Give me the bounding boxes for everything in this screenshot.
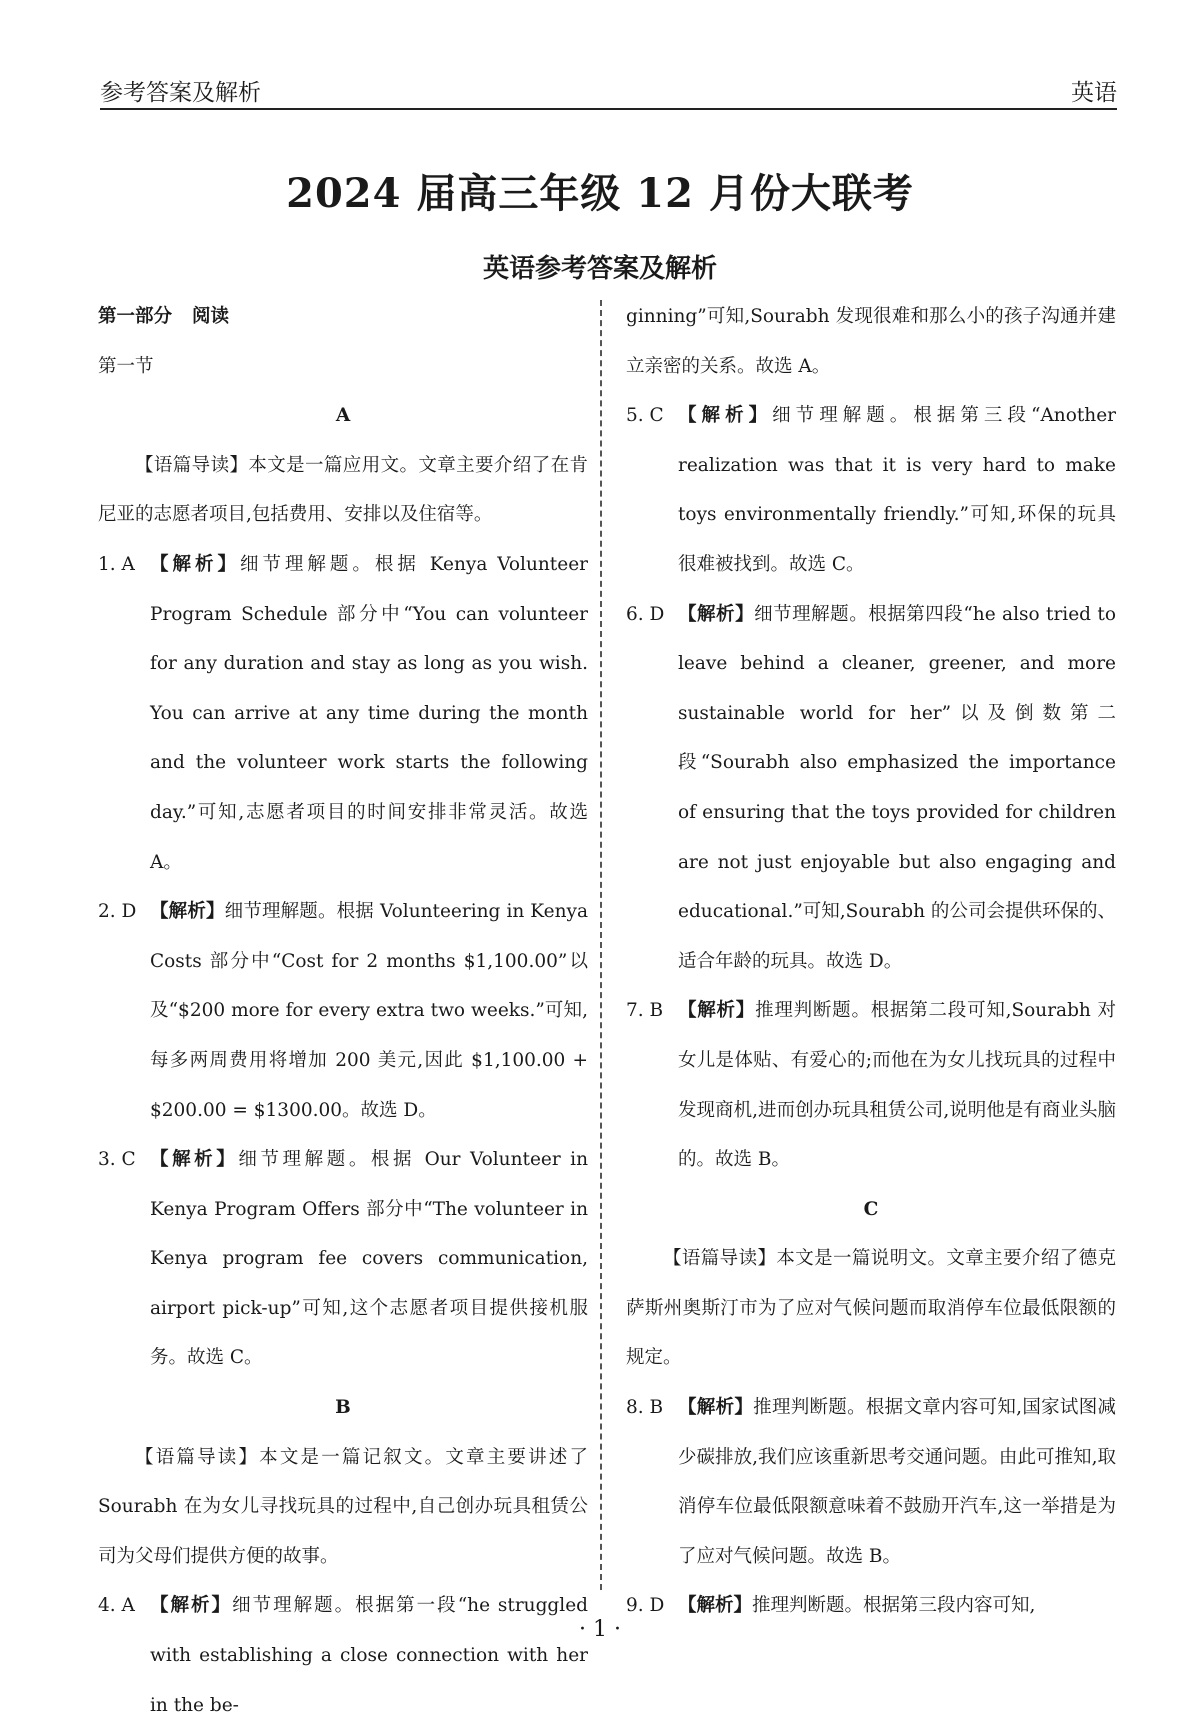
passage-b-heading: B [335, 1397, 351, 1419]
column-divider [600, 300, 602, 1590]
page-subtitle: 英语参考答案及解析 [482, 254, 717, 284]
answer-9-text: 推理判断题。根据第三段内容可知, [752, 1595, 1036, 1617]
answer-1-tag: 【解析】 [150, 553, 240, 575]
answer-7-text: 推理判断题。根据第二段可知,Sourabh 对女儿是体贴、有爱心的;而他在为女儿找玩具的过程中发现商机,进而创办玩具租赁公司,说明他是有商业头脑的。故选 B。 [678, 1000, 1116, 1171]
answer-7-tag: 【解析】 [678, 1000, 756, 1022]
part-label: 第一部分 [98, 306, 173, 327]
passage-c-heading: C [863, 1198, 879, 1220]
header-doc-type: 参考答案及解析 [100, 80, 261, 106]
page-header [100, 68, 1117, 110]
answer-2-tag: 【解析】 [150, 901, 225, 923]
answer-5-number: 5. C [626, 405, 664, 427]
answer-4-number: 4. A [98, 1595, 135, 1617]
answer-8-number: 8. B [626, 1397, 664, 1419]
answer-4-tag: 【解析】 [150, 1595, 233, 1617]
page-number: · 1 · [579, 1617, 621, 1642]
part-heading [98, 292, 588, 342]
section-label: 第一节 [98, 355, 154, 377]
answer-3-text: 细节理解题。根据 Our Volunteer in Kenya Program Offers 部分中“The volunteer in Kenya program fee covers communication, airport pick-up”可知,这个志愿者项目提供接机服务。故选 C。 [150, 1149, 588, 1369]
answer-8-text: 推理判断题。根据文章内容可知,国家试图减少碳排放,我们应该重新思考交通问题。由此可推知,取消停车位最低限额意味着不鼓励开汽车,这一举措是为了应对气候问题。故选 B。 [678, 1397, 1116, 1567]
answer-5-tag: 【解析】 [678, 405, 773, 427]
passage-c-intro: 【语篇导读】本文是一篇说明文。文章主要介绍了德克萨斯州奥斯汀市为了应对气候问题而取消停车位最低限额的规定。 [626, 1248, 1116, 1369]
answer-4-text: 细节理解题。根据第一段“he struggled with establishing a close connection with her in the be- [150, 1595, 588, 1716]
answer-7-number: 7. B [626, 1000, 664, 1022]
header-subject: 英语 [1071, 80, 1117, 106]
page-title: 2024 届高三年级 12 月份大联考 [286, 170, 914, 217]
part-name: 阅读 [192, 306, 230, 327]
answer-9-number: 9. D [626, 1595, 665, 1617]
left-column [98, 292, 588, 1730]
passage-a-intro: 【语篇导读】本文是一篇应用文。文章主要介绍了在肯尼亚的志愿者项目,包括费用、安排以及住宿等。 [98, 454, 588, 526]
answer-3-tag: 【解析】 [150, 1149, 239, 1171]
answer-5-text: 细节理解题。根据第三段“Another realization was that it is very hard to make toys environmentally friendly.”可知,环保的玩具很难被找到。故选 C。 [678, 405, 1116, 575]
answer-9-tag: 【解析】 [678, 1595, 753, 1617]
answer-3 [98, 1135, 588, 1383]
answer-2-number: 2. D [98, 901, 137, 923]
answer-3-number: 3. C [98, 1149, 136, 1171]
answer-2 [98, 887, 588, 1135]
answer-5 [626, 391, 1116, 589]
answer-1-number: 1. A [98, 553, 135, 575]
answer-4 [98, 1581, 588, 1730]
answer-1 [98, 540, 588, 887]
answer-4-continued: ginning”可知,Sourabh 发现很难和那么小的孩子沟通并建立亲密的关系。故选 A。 [626, 306, 1116, 377]
answer-6 [626, 590, 1116, 987]
answer-7 [626, 986, 1116, 1184]
passage-a-heading: A [335, 405, 351, 427]
answer-6-tag: 【解析】 [678, 603, 755, 625]
answer-8-tag: 【解析】 [678, 1397, 754, 1419]
answer-2-text: 细节理解题。根据 Volunteering in Kenya Costs 部分中“Cost for 2 months $1,100.00”以及“$200 more for every extra two weeks.”可知,每多两周费用将增加 200 美元,因此 $1,100.00 + $200.00 = $1300.00。故选 D。 [150, 901, 588, 1121]
answer-1-text: 细节理解题。根据 Kenya Volunteer Program Schedule 部分中“You can volunteer for any duration and stay as long as you wish. You can arrive at any time during the month and the volunteer work starts the following day.”可知,志愿者项目的时间安排非常灵活。故选 A。 [150, 553, 588, 873]
answer-6-text: 细节理解题。根据第四段“he also tried to leave behind a cleaner, greener, and more sustainable world for her”以及倒数第二段“Sourabh also emphasized the importance of ensuring that the toys provided for children are not just enjoyable but also engaging and educational.”可知,Sourabh 的公司会提供环保的、适合年龄的玩具。故选 D。 [678, 603, 1116, 972]
right-column [626, 292, 1116, 1631]
answer-8 [626, 1383, 1116, 1581]
answer-6-number: 6. D [626, 603, 665, 625]
passage-b-intro: 【语篇导读】本文是一篇记叙文。文章主要讲述了 Sourabh 在为女儿寻找玩具的过程中,自己创办玩具租赁公司为父母们提供方便的故事。 [98, 1446, 588, 1567]
